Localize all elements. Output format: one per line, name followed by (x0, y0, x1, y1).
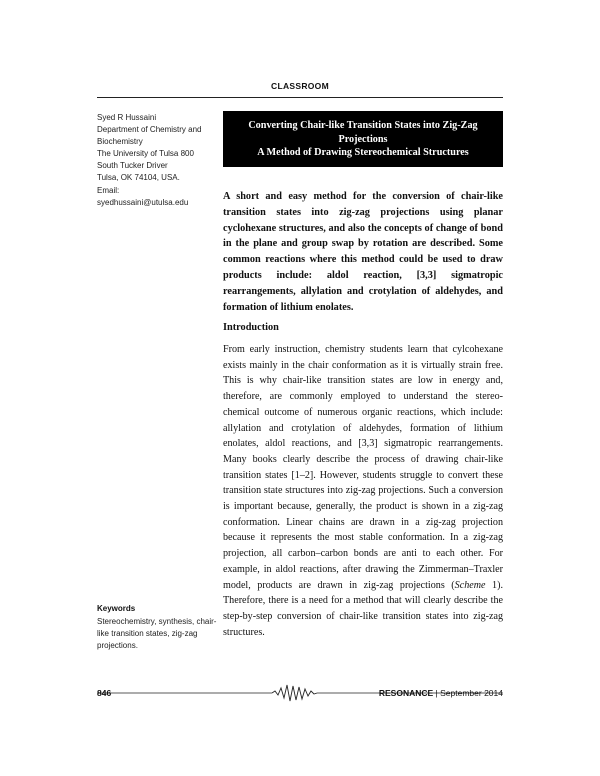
author-name: Syed R Hussaini (97, 113, 157, 122)
author-address-line: The University of Tulsa 800 (97, 149, 194, 159)
article-title-line: Projections (338, 133, 388, 145)
page-number: 846 (97, 688, 112, 698)
author-address-line: Tulsa, OK 74104, USA. (97, 173, 180, 183)
article-title-line: Converting Chair-like Transition States into Zig-Zag (248, 120, 478, 131)
introduction-body (223, 342, 503, 640)
author-affiliation-line: Department of Chemistry and (97, 125, 202, 135)
article-subtitle: A Method of Drawing Stereochemical Structures (257, 147, 469, 158)
author-email-label: Email: (97, 185, 120, 195)
author-email: syedhussaini@utulsa.edu (97, 197, 189, 207)
author-address-line: South Tucker Driver (97, 161, 168, 171)
journal-info (379, 688, 503, 698)
section-label: CLASSROOM (271, 81, 329, 91)
article-title-box (223, 111, 503, 167)
scheme-reference[interactable]: Scheme (454, 579, 486, 591)
footer-separator: | (435, 688, 438, 698)
body-text-segment: 1). Therefore, there is a need for a method that will clearly describe the step-by-step conversion of chair-like transition states into zig-zag structures. (223, 579, 503, 638)
keywords-heading: Keywords (97, 604, 136, 613)
body-text-segment: From early instruction, chemistry students learn that cylcohexane exists mainly in the chair conformation as it is virtually strain free. This is why chair-like transition states are low in energy and, therefore, are commonly employed to understand the stereo-chemical outcome of numerous organic reactions, which include: allylation and crotylation of aldehydes, formation of lithium enolates, aldol reactions, and [3,3] sigmatropic rearrangements. Many books clearly describe the process of drawing chair-like transition states [1–2]. However, students struggle to convert these transition state structures into zig-zag projections. Such a conversion is important because, generally, the product is shown in a zig-zag conformation. Linear chains are drawn in a zig-zag projection because it represents the most stable conformation. In a zig-zag projection, all carbon–carbon bonds are anti to each other. For example, in aldol reactions, after drawing the Zimmerman–Traxler model, products are drawn in zig-zag projections ( (223, 344, 503, 591)
journal-name: RESONANCE (378, 688, 434, 698)
abstract: A short and easy method for the conversion of chair-like transition states into zig-zag projections using planar cyclohexane structures, and also the concepts of change of bond in the plane and group swap by rotation are described. Some common reactions where this method could be used to draw products include: aldol reaction, [3,3] sigmatropic rearrangements, allylation and crotylation of aldehydes, and formation of lithium enolates. (223, 191, 503, 313)
header-rule (97, 97, 503, 98)
author-affiliation-line: Biochemistry (97, 137, 143, 147)
issue-date: September 2014 (440, 688, 503, 698)
introduction-heading: Introduction (223, 322, 279, 333)
keywords-text: Stereochemistry, synthesis, chair-like transition states, zig-zag projections. (97, 617, 217, 650)
author-info (97, 112, 222, 209)
